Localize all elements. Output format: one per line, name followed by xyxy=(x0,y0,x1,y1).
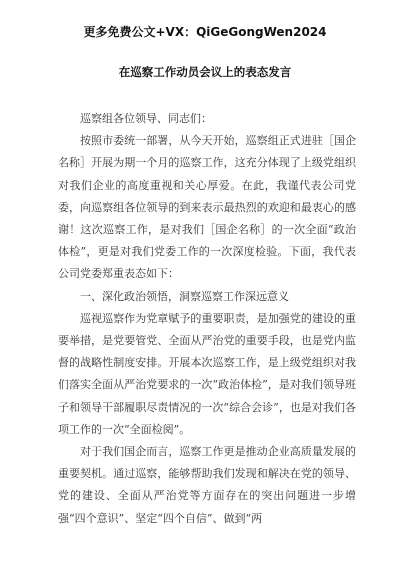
section-paragraph: 对于我们国企而言，巡察工作更是推动企业高质量发展的重要契机。通过巡察，能够帮助我们发现和解决在党的领导、党的建设、全面从严治党等方面存在的突出问题进一步增强“四个意识”、坚定“四个自信”、做到“两 xyxy=(58,445,356,525)
section-heading: 一、深化政治领悟，洞察巡察工作深远意义 xyxy=(80,289,289,303)
document-body xyxy=(58,108,356,530)
intro-paragraph: 按照市委统一部署，从今天开始，巡察组正式进驻［国企名称］开展为期一个月的巡察工作，这充分体现了上级党组织对我们企业的高度重视和关心厚爱。在此，我谨代表公司党委，向巡察组各位领导的到来表示最热烈的欢迎和最衷心的感谢！这次巡察工作，是对我们［国企名称］的一次全面“政治体检”，更是对我们党委工作的一次深度检验。下面，我代表公司党委郑重表态如下： xyxy=(58,134,356,281)
section-paragraph: 巡视巡察作为党章赋予的重要职责，是加强党的建设的重要举措，是党要管党、全面从严治党的重要手段，也是党内监督的战略性制度安排。开展本次巡察工作，是上级党组织对我们落实全面从严治党要求的一次“政治体检”，是对我们领导班子和领导干部履职尽责情况的一次“综合会诊”，也是对我们各项工作的一次“全面检阅”。 xyxy=(58,311,356,436)
header-note: 更多免费公文+VX：QiGeGongWen2024 xyxy=(83,25,327,39)
salutation: 巡察组各位领导、同志们： xyxy=(80,112,212,125)
document-title: 在巡察工作动员会议上的表态发言 xyxy=(118,65,292,79)
